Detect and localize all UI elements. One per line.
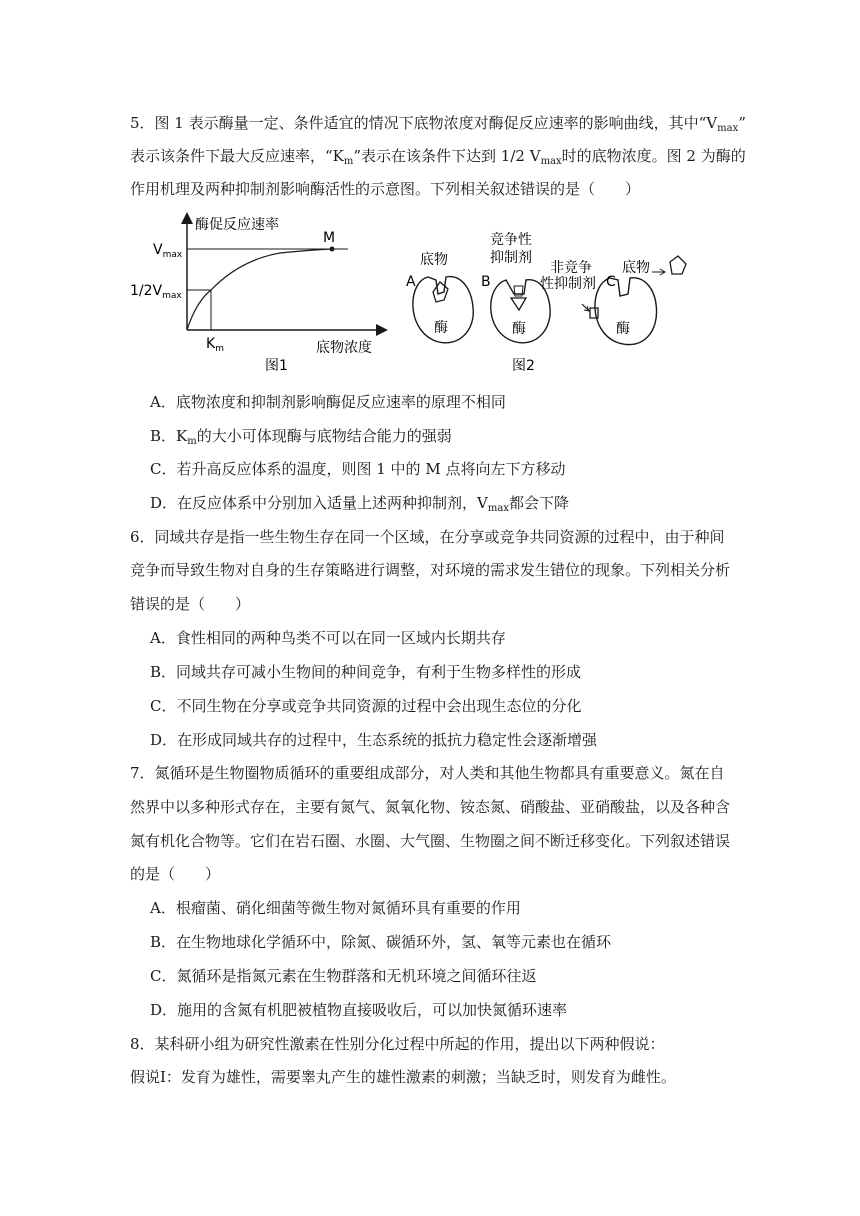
fig2-caption: 图2 — [512, 358, 535, 374]
fig1-y-axis-label: 酶促反应速率 — [195, 217, 279, 233]
fig2-competitive-label-2: 抑制剂 — [490, 250, 532, 266]
fig2-label-b: B — [481, 274, 491, 290]
q6-option-a[interactable]: A．食性相同的两种鸟类不可以在同一区域内长期共存 — [150, 629, 506, 647]
q5-line-1: 5．图 1 表示酶量一定、条件适宜的情况下底物浓度对酶促反应速率的影响曲线，其中“$V_{max}$” — [130, 114, 746, 134]
q7-option-c[interactable]: C．氮循环是指氮元素在生物群落和无机环境之间循环往返 — [150, 967, 537, 985]
fig1-caption: 图1 — [265, 358, 288, 374]
fig2-competitive-label-1: 竞争性 — [490, 232, 532, 248]
fig1-x-axis-label: 底物浓度 — [316, 340, 372, 356]
fig1-half-vmax-label: $1/2V_{max}$ — [130, 283, 182, 301]
q6-line-2: 竞争而导致生物对自身的生存策略进行调整，对环境的需求发生错位的现象。下列相关分析 — [130, 561, 731, 579]
fig2-substrate-label-a: 底物 — [420, 252, 448, 268]
fig2-label-c: C — [606, 274, 616, 290]
q7-option-d[interactable]: D．施用的含氮有机肥被植物直接吸收后，可以加快氮循环速率 — [150, 1001, 568, 1019]
q5-option-a[interactable]: A．底物浓度和抑制剂影响酶促反应速率的原理不相同 — [150, 393, 506, 411]
q5-option-c[interactable]: C．若升高反应体系的温度，则图 1 中的 M 点将向左下方移动 — [150, 460, 566, 478]
q7-option-b[interactable]: B．在生物地球化学循环中，除氮、碳循环外，氢、氧等元素也在循环 — [150, 933, 612, 951]
q7-option-a[interactable]: A．根瘤菌、硝化细菌等微生物对氮循环具有重要的作用 — [150, 899, 521, 917]
q6-option-c[interactable]: C．不同生物在分享或竞争共同资源的过程中会出现生态位的分化 — [150, 697, 582, 715]
q8-line-1: 8．某科研小组为研究性激素在性别分化过程中所起的作用，提出以下两种假说： — [130, 1035, 665, 1053]
fig2-substrate-label-c: 底物 — [622, 260, 650, 276]
q5-line-3: 作用机理及两种抑制剂影响酶活性的示意图。下列相关叙述错误的是（ ） — [130, 180, 641, 198]
fig2-enzyme-label-c: 酶 — [616, 321, 630, 337]
fig2-enzyme-label-a: 酶 — [434, 320, 448, 336]
q6-line-3: 错误的是（ ） — [130, 595, 251, 613]
q5-option-b[interactable]: B．$K_m$的大小可体现酶与底物结合能力的强弱 — [150, 427, 452, 447]
fig2-label-a: A — [406, 274, 416, 290]
figure-1-graph — [130, 212, 400, 374]
q7-line-2: 然界中以多种形式存在，主要有氮气、氮氧化物、铵态氮、硝酸盐、亚硝酸盐，以及各种含 — [130, 798, 731, 816]
fig1-vmax-label: $V_{max}$ — [153, 242, 183, 260]
q5-line-2: 表示该条件下最大反应速率，“$K_m$”表示在该条件下达到 1/2 $V_{max}$时的底物浓度。图 2 为酶的 — [130, 147, 746, 167]
q7-line-3: 氮有机化合物等。它们在岩石圈、水圈、大气圈、生物圈之间不断迁移变化。下列叙述错误 — [130, 832, 731, 850]
fig2-noncompetitive-label-1: 非竞争 — [550, 260, 592, 276]
fig2-noncompetitive-label-2: 性抑制剂 — [540, 276, 596, 292]
q7-line-4: 的是（ ） — [130, 865, 221, 883]
q7-line-1: 7．氮循环是生物圈物质循环的重要组成部分，对人类和其他生物都具有重要意义。氮在自 — [130, 764, 725, 782]
q6-line-1: 6．同域共存是指一些生物生存在同一个区域，在分享或竞争共同资源的过程中，由于种间 — [130, 528, 725, 546]
q6-option-b[interactable]: B．同域共存可减小生物间的种间竞争，有利于生物多样性的形成 — [150, 663, 582, 681]
q6-option-d[interactable]: D．在形成同域共存的过程中，生态系统的抵抗力稳定性会逐渐增强 — [150, 731, 598, 749]
fig1-km-label: $K_m$ — [206, 336, 224, 354]
fig1-point-m: M — [323, 230, 336, 246]
q5-option-d[interactable]: D．在反应体系中分别加入适量上述两种抑制剂，$V_{max}$都会下降 — [150, 494, 569, 514]
q8-line-2: 假说Ⅰ：发育为雄性，需要睾丸产生的雄性激素的刺激；当缺乏时，则发育为雌性。 — [130, 1068, 676, 1086]
fig2-enzyme-label-b: 酶 — [512, 321, 526, 337]
figure-2-diagram — [398, 232, 698, 374]
